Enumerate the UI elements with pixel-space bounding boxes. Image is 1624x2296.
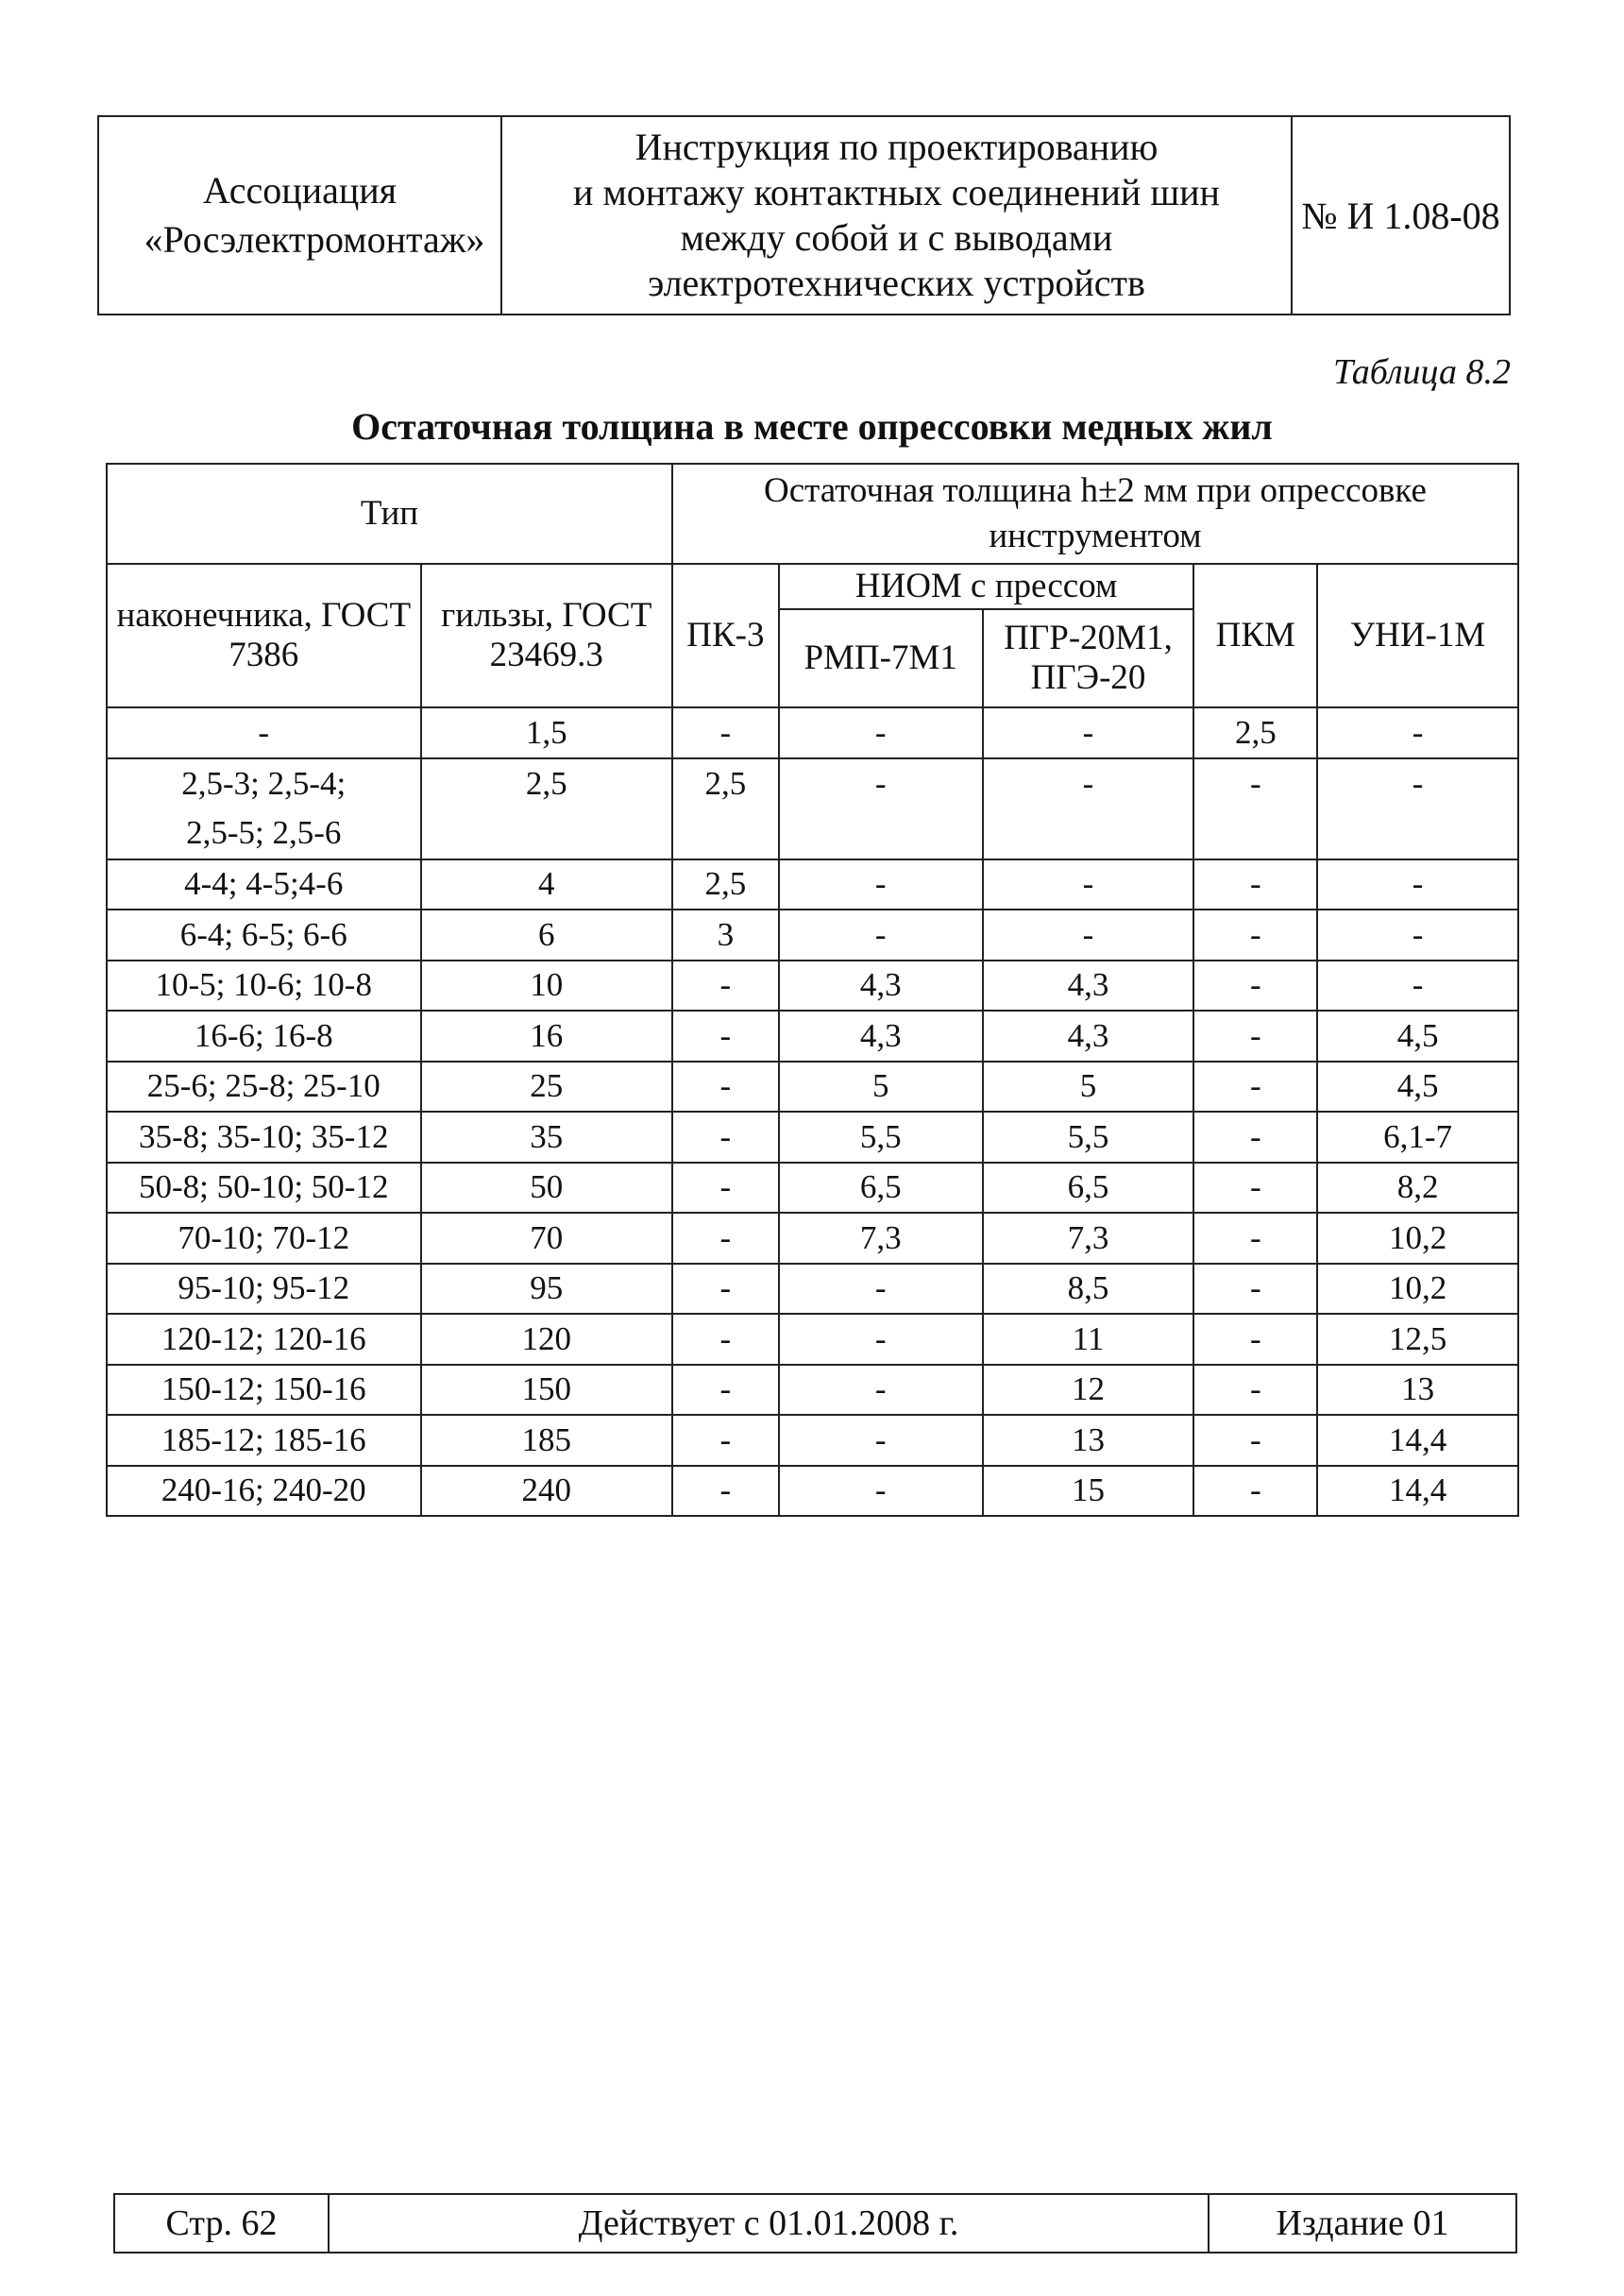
cell-pgr: 5 (983, 1062, 1194, 1113)
cell-pk3: - (672, 707, 779, 758)
cell-pkm (1193, 808, 1317, 859)
cell-uni: 10,2 (1317, 1264, 1518, 1315)
cell-pk3: - (672, 1062, 779, 1113)
document-title (501, 116, 1292, 315)
cell-rmp: - (779, 1365, 983, 1416)
cell-sleeve: 10 (421, 961, 672, 1012)
cell-pkm: - (1193, 1466, 1317, 1517)
table-row (107, 1112, 1518, 1163)
cell-pkm: - (1193, 1415, 1317, 1466)
cell-uni: - (1317, 859, 1518, 910)
cell-pk3: 3 (672, 910, 779, 961)
cell-sleeve: 50 (421, 1163, 672, 1214)
table-row (107, 1365, 1518, 1416)
cell-pkm: - (1193, 1365, 1317, 1416)
table-caption: Таблица 8.2 (1333, 352, 1511, 392)
cell-pk3: - (672, 1365, 779, 1416)
sleeve-header: гильзы, ГОСТ 23469.3 (421, 564, 672, 707)
cell-pgr: 4,3 (983, 1011, 1194, 1062)
cell-rmp: - (779, 1466, 983, 1517)
table-row (107, 859, 1518, 910)
table-title: Остаточная толщина в месте опрессовки медных жил (351, 405, 1273, 448)
cell-uni: - (1317, 707, 1518, 758)
title-line-3: между собой и с выводами (680, 216, 1113, 259)
cell-lug: 95-10; 95-12 (107, 1264, 421, 1315)
cell-sleeve: 240 (421, 1466, 672, 1517)
cell-pgr: - (983, 707, 1194, 758)
cell-pgr: - (983, 758, 1194, 809)
document-header (97, 115, 1511, 315)
table-row (107, 1415, 1518, 1466)
cell-rmp: 4,3 (779, 1011, 983, 1062)
cell-sleeve: 185 (421, 1415, 672, 1466)
niom-header: НИОМ с прессом (779, 564, 1194, 609)
table-row (107, 1314, 1518, 1365)
cell-pgr: 15 (983, 1466, 1194, 1517)
organization-name (98, 116, 501, 315)
table-row (107, 910, 1518, 961)
cell-lug: 16-6; 16-8 (107, 1011, 421, 1062)
cell-lug: 150-12; 150-16 (107, 1365, 421, 1416)
cell-sleeve: 150 (421, 1365, 672, 1416)
cell-uni: 6,1-7 (1317, 1112, 1518, 1163)
cell-lug: 2,5-5; 2,5-6 (107, 808, 421, 859)
cell-uni: 12,5 (1317, 1314, 1518, 1365)
cell-pkm: - (1193, 1011, 1317, 1062)
cell-rmp: - (779, 1314, 983, 1365)
pkm-header: ПКМ (1193, 564, 1317, 707)
table-row (107, 1011, 1518, 1062)
cell-lug: 25-6; 25-8; 25-10 (107, 1062, 421, 1113)
table-row (107, 707, 1518, 758)
cell-lug: 2,5-3; 2,5-4; (107, 758, 421, 809)
organization-text: Ассоциация «Росэлектромонтаж» (144, 169, 485, 261)
cell-rmp: 7,3 (779, 1213, 983, 1264)
cell-pkm: - (1193, 1112, 1317, 1163)
pgr-header: ПГР-20М1, ПГЭ-20 (983, 609, 1194, 707)
cell-pgr (983, 808, 1194, 859)
cell-pk3: - (672, 1011, 779, 1062)
cell-lug: 185-12; 185-16 (107, 1415, 421, 1466)
cell-uni: - (1317, 961, 1518, 1012)
document-footer (113, 2193, 1517, 2253)
cell-sleeve: 70 (421, 1213, 672, 1264)
uni-header: УНИ-1М (1317, 564, 1518, 707)
cell-pk3: - (672, 1466, 779, 1517)
cell-pgr: 4,3 (983, 961, 1194, 1012)
cell-pk3: 2,5 (672, 758, 779, 809)
cell-rmp: - (779, 859, 983, 910)
cell-lug: 4-4; 4-5;4-6 (107, 859, 421, 910)
table-row (107, 1163, 1518, 1214)
cell-pkm: - (1193, 961, 1317, 1012)
cell-lug: 50-8; 50-10; 50-12 (107, 1163, 421, 1214)
cell-sleeve: 4 (421, 859, 672, 910)
page-number: Стр. 62 (114, 2194, 329, 2253)
cell-uni (1317, 808, 1518, 859)
cell-uni: 14,4 (1317, 1466, 1518, 1517)
table-row (107, 1062, 1518, 1113)
cell-rmp: - (779, 758, 983, 809)
cell-sleeve: 35 (421, 1112, 672, 1163)
cell-pgr: 11 (983, 1314, 1194, 1365)
cell-rmp (779, 808, 983, 859)
cell-sleeve: 1,5 (421, 707, 672, 758)
cell-pkm: - (1193, 1264, 1317, 1315)
cell-sleeve: 2,5 (421, 758, 672, 809)
cell-lug: 10-5; 10-6; 10-8 (107, 961, 421, 1012)
table-row (107, 1466, 1518, 1517)
residual-thickness-header: Остаточная толщина h±2 мм при опрессовке инструментом (672, 464, 1518, 564)
cell-rmp: - (779, 1415, 983, 1466)
cell-rmp: 5 (779, 1062, 983, 1113)
cell-uni: 13 (1317, 1365, 1518, 1416)
title-line-4: электротехнических устройств (648, 262, 1145, 304)
cell-pk3: - (672, 1112, 779, 1163)
residual-thickness-table (106, 463, 1519, 1517)
cell-pgr: 6,5 (983, 1163, 1194, 1214)
table-row (107, 961, 1518, 1012)
cell-sleeve: 25 (421, 1062, 672, 1113)
cell-pkm: - (1193, 1062, 1317, 1113)
cell-pgr: 7,3 (983, 1213, 1194, 1264)
cell-uni: 4,5 (1317, 1062, 1518, 1113)
cell-pk3: - (672, 1314, 779, 1365)
cell-lug: - (107, 707, 421, 758)
cell-pkm: - (1193, 910, 1317, 961)
cell-pk3: - (672, 961, 779, 1012)
cell-pkm: - (1193, 758, 1317, 809)
cell-uni: - (1317, 758, 1518, 809)
edition: Издание 01 (1209, 2194, 1516, 2253)
cell-pk3 (672, 808, 779, 859)
cell-sleeve: 120 (421, 1314, 672, 1365)
cell-pkm: - (1193, 859, 1317, 910)
cell-pgr: - (983, 910, 1194, 961)
title-line-1: Инструкция по проектированию (634, 126, 1159, 168)
cell-rmp: 5,5 (779, 1112, 983, 1163)
cell-pkm: - (1193, 1163, 1317, 1214)
cell-pgr: 12 (983, 1365, 1194, 1416)
cell-uni: 4,5 (1317, 1011, 1518, 1062)
cell-pk3: - (672, 1415, 779, 1466)
cell-pgr: - (983, 859, 1194, 910)
cell-rmp: - (779, 910, 983, 961)
cell-lug: 120-12; 120-16 (107, 1314, 421, 1365)
cell-rmp: 6,5 (779, 1163, 983, 1214)
cell-pkm: 2,5 (1193, 707, 1317, 758)
cell-lug: 240-16; 240-20 (107, 1466, 421, 1517)
cell-uni: 10,2 (1317, 1213, 1518, 1264)
rmp-header: РМП-7М1 (779, 609, 983, 707)
document-number: № И 1.08-08 (1292, 116, 1510, 315)
cell-rmp: - (779, 1264, 983, 1315)
cell-pkm: - (1193, 1314, 1317, 1365)
cell-sleeve (421, 808, 672, 859)
cell-lug: 6-4; 6-5; 6-6 (107, 910, 421, 961)
cell-lug: 70-10; 70-12 (107, 1213, 421, 1264)
cell-pk3: - (672, 1213, 779, 1264)
table-row (107, 1264, 1518, 1315)
cell-pk3: - (672, 1264, 779, 1315)
cell-pgr: 5,5 (983, 1112, 1194, 1163)
cell-uni: 8,2 (1317, 1163, 1518, 1214)
table-row (107, 758, 1518, 809)
cell-pkm: - (1193, 1213, 1317, 1264)
cell-uni: - (1317, 910, 1518, 961)
cell-rmp: 4,3 (779, 961, 983, 1012)
pk3-header: ПК-3 (672, 564, 779, 707)
valid-from: Действует с 01.01.2008 г. (329, 2194, 1209, 2253)
cell-sleeve: 95 (421, 1264, 672, 1315)
cell-pk3: 2,5 (672, 859, 779, 910)
table-row (107, 808, 1518, 859)
cell-uni: 14,4 (1317, 1415, 1518, 1466)
cell-lug: 35-8; 35-10; 35-12 (107, 1112, 421, 1163)
cell-sleeve: 6 (421, 910, 672, 961)
cell-rmp: - (779, 707, 983, 758)
cell-pgr: 13 (983, 1415, 1194, 1466)
cell-pk3: - (672, 1163, 779, 1214)
table-row (107, 1213, 1518, 1264)
type-header: Тип (107, 464, 672, 564)
lug-header: наконечника, ГОСТ 7386 (107, 564, 421, 707)
cell-pgr: 8,5 (983, 1264, 1194, 1315)
cell-sleeve: 16 (421, 1011, 672, 1062)
title-line-2: и монтажу контактных соединений шин (573, 171, 1220, 213)
